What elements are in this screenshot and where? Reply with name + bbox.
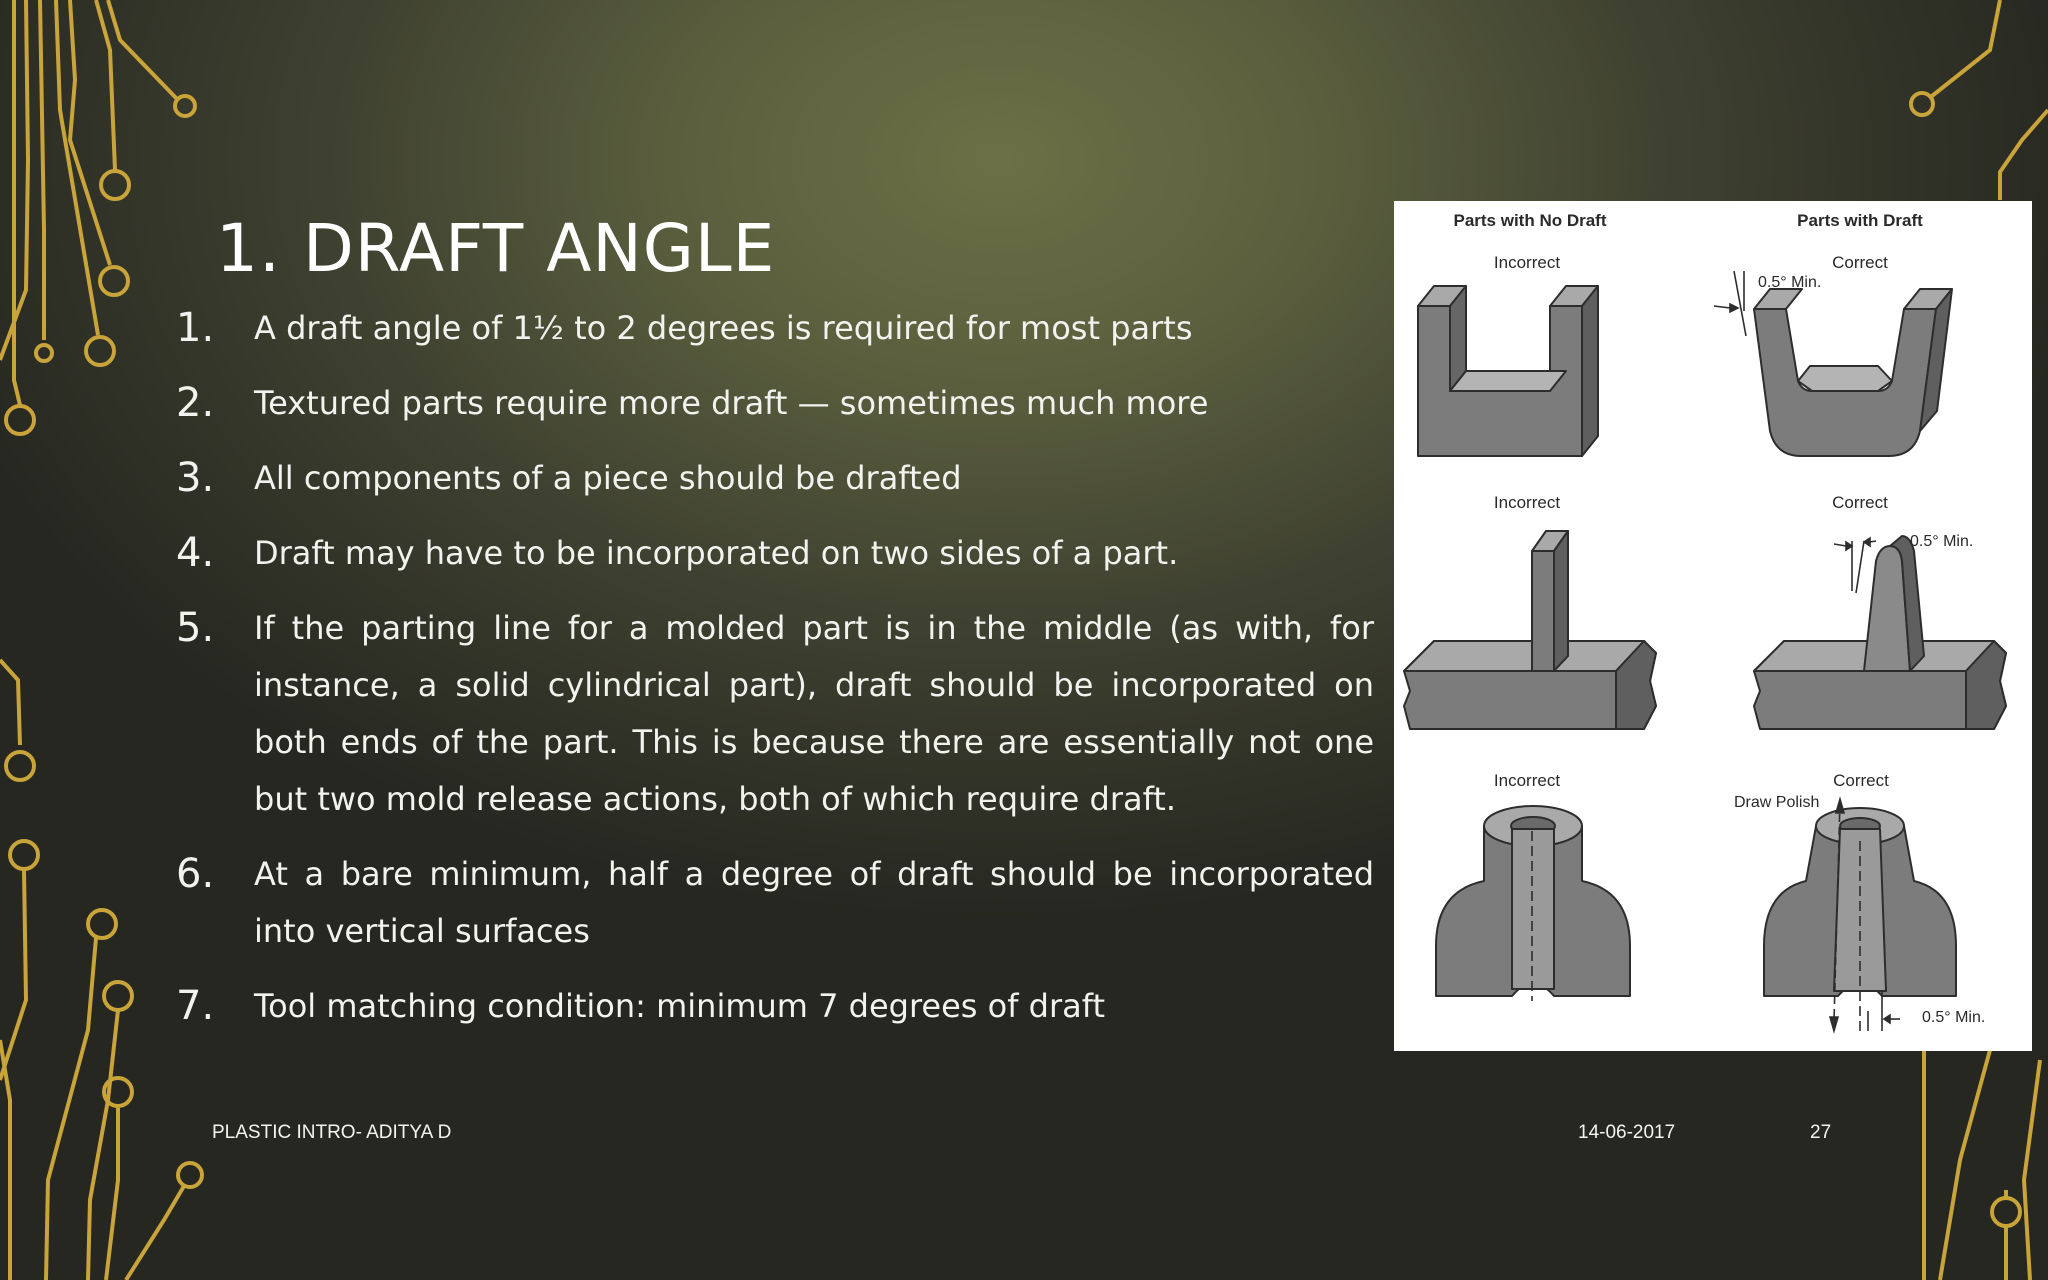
item-number: 1. [176,305,215,351]
draft-note-1: 0.5° Min. [1758,274,1822,291]
item-number: 4. [176,530,215,576]
header-with-draft: Parts with Draft [1797,211,1923,230]
item-number: 5. [176,605,215,651]
item-text: At a bare minimum, half a degree of draft should be incorporated into vertical surfaces [254,855,1374,950]
boss-part-no-draft [1436,806,1630,996]
list-item [176,846,1374,960]
footer-date: 14-06-2017 [1578,1122,1676,1143]
list-item [176,450,1374,507]
draw-polish-note: Draw Polish [1734,794,1820,811]
label-incorrect-1: Incorrect [1493,253,1561,272]
item-text: All components of a piece should be drafted [254,459,962,497]
list-item [176,600,1374,828]
diagram-drawing [1394,201,2032,1051]
footer-author: PLASTIC INTRO- ADITYA D [212,1122,452,1143]
item-number: 6. [176,851,215,897]
list-item [176,300,1374,357]
label-incorrect-3: Incorrect [1493,771,1561,790]
item-text: Tool matching condition: minimum 7 degrees of draft [254,987,1105,1025]
header-no-draft: Parts with No Draft [1453,211,1607,230]
list-item [176,375,1374,432]
item-text: Textured parts require more draft — sometimes much more [254,384,1209,422]
rib-part-no-draft [1404,531,1656,729]
rib-part-with-draft [1754,536,2006,729]
label-correct-3: Correct [1833,771,1889,790]
item-text: A draft angle of 1½ to 2 degrees is required for most parts [254,309,1193,347]
u-part-no-draft [1418,286,1598,456]
list-item [176,525,1374,582]
draft-note-2: 0.5° Min. [1910,533,1974,550]
label-incorrect-2: Incorrect [1493,493,1561,512]
u-part-with-draft [1754,289,1952,456]
bullet-list [176,300,1374,1053]
slide-title: 1. DRAFT ANGLE [216,210,776,287]
label-correct-2: Correct [1832,493,1888,512]
draft-note-3: 0.5° Min. [1922,1009,1986,1026]
list-item [176,978,1374,1035]
footer-page-number: 27 [1810,1122,1832,1143]
label-correct-1: Correct [1832,253,1888,272]
item-number: 7. [176,983,215,1029]
item-number: 2. [176,380,215,426]
item-text: If the parting line for a molded part is in the middle (as with, for instance, a solid cylindrical part), draft should be incorporated on both ends of the part. This is because there are essentially not one but two mold release actions, both of which require draft. [254,609,1374,818]
draft-angle-diagram [1394,201,2032,1051]
item-number: 3. [176,455,215,501]
item-text: Draft may have to be incorporated on two sides of a part. [254,534,1179,572]
